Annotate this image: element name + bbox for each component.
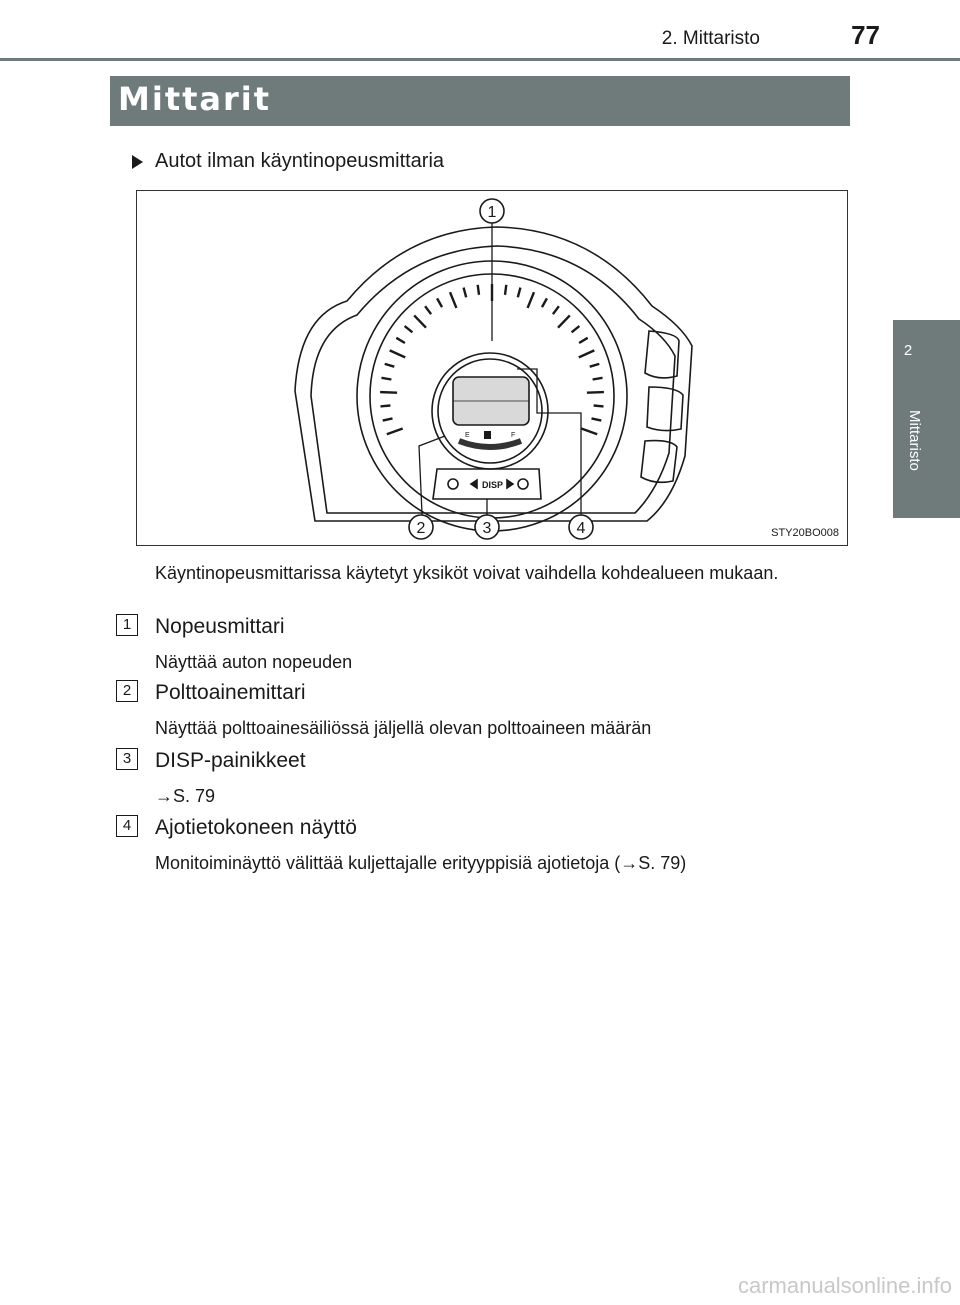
item-desc-fuel-gauge: Näyttää polttoainesäiliössä jäljellä olevan polttoaineen määrän bbox=[155, 718, 652, 738]
minor-tick bbox=[405, 326, 413, 332]
minor-tick bbox=[385, 364, 395, 367]
minor-tick bbox=[464, 288, 467, 298]
major-tick bbox=[380, 392, 397, 393]
subheading: Autot ilman käyntinopeusmittaria bbox=[155, 150, 445, 172]
item-number-1: 1 bbox=[116, 614, 138, 636]
minor-tick bbox=[425, 306, 431, 314]
item-desc-disp-buttons: →S. 79 bbox=[155, 786, 216, 806]
disp-right-arrow-icon bbox=[507, 480, 513, 488]
instrument-cluster-illustration bbox=[137, 191, 847, 545]
item-number-3: 3 bbox=[116, 748, 138, 770]
cluster-housing bbox=[295, 227, 692, 521]
disp-knob-left bbox=[448, 479, 458, 489]
minor-tick bbox=[396, 338, 405, 343]
minor-tick bbox=[592, 418, 602, 420]
major-tick bbox=[450, 292, 456, 308]
item-title-trip-computer: Ajotietokoneen näyttö bbox=[155, 816, 357, 839]
triangle-bullet-icon bbox=[132, 155, 143, 169]
side-button-lower bbox=[641, 441, 677, 483]
major-tick bbox=[581, 429, 597, 435]
callout-label-2: 2 bbox=[416, 520, 426, 537]
minor-tick bbox=[594, 406, 604, 407]
disp-knob-right bbox=[518, 479, 528, 489]
major-tick bbox=[387, 429, 403, 435]
minor-tick bbox=[590, 364, 600, 367]
major-tick bbox=[558, 315, 570, 327]
chapter-title: 2. Mittaristo bbox=[661, 28, 760, 49]
units-note: Käyntinopeusmittarissa käytetyt yksiköt voivat vaihdella kohdealueen mukaan. bbox=[155, 563, 779, 583]
fuel-pump-icon bbox=[484, 431, 491, 439]
figure-code: STY20BO008 bbox=[771, 527, 839, 539]
major-tick bbox=[414, 315, 426, 327]
item-title-fuel-gauge: Polttoainemittari bbox=[155, 681, 306, 704]
section-title: Mittarit bbox=[118, 80, 272, 118]
item-title-disp-buttons: DISP-painikkeet bbox=[155, 749, 306, 772]
minor-tick bbox=[553, 306, 559, 314]
minor-tick bbox=[478, 285, 479, 295]
major-tick bbox=[587, 392, 604, 393]
disp-label: DISP bbox=[482, 480, 504, 490]
fuel-full-label: F bbox=[511, 432, 516, 439]
page-number: 77 bbox=[851, 20, 880, 50]
minor-tick bbox=[382, 378, 392, 380]
minor-tick bbox=[437, 298, 442, 307]
major-tick bbox=[390, 350, 406, 357]
minor-tick bbox=[383, 418, 393, 420]
item-desc-speedometer: Näyttää auton nopeuden bbox=[155, 652, 353, 672]
side-button-middle bbox=[647, 387, 683, 431]
site-watermark: carmanualsonline.info bbox=[737, 1273, 952, 1298]
instrument-cluster-figure bbox=[136, 190, 848, 546]
fuel-empty-label: E bbox=[465, 432, 470, 439]
minor-tick bbox=[381, 406, 391, 407]
major-tick bbox=[579, 350, 595, 357]
item-desc-trip-computer: Monitoiminäyttö välittää kuljettajalle erityyppisiä ajotietoja (→S. 79) bbox=[155, 853, 687, 873]
callout-label-1: 1 bbox=[487, 204, 497, 221]
minor-tick bbox=[542, 298, 547, 307]
item-title-speedometer: Nopeusmittari bbox=[155, 615, 285, 638]
minor-tick bbox=[593, 378, 603, 380]
major-tick bbox=[528, 292, 534, 308]
disp-left-arrow-icon bbox=[471, 480, 477, 488]
minor-tick bbox=[579, 338, 588, 343]
side-tab-label: Mittaristo bbox=[906, 410, 923, 471]
item-number-2: 2 bbox=[116, 680, 138, 702]
callout-label-3: 3 bbox=[482, 520, 492, 537]
side-tab-number: 2 bbox=[903, 342, 913, 359]
header-rule bbox=[0, 58, 960, 61]
callout-label-4: 4 bbox=[576, 520, 586, 537]
item-number-4: 4 bbox=[116, 815, 138, 837]
fuel-gauge-bar bbox=[459, 441, 521, 447]
minor-tick bbox=[572, 326, 580, 332]
minor-tick bbox=[505, 285, 506, 295]
minor-tick bbox=[518, 288, 521, 298]
